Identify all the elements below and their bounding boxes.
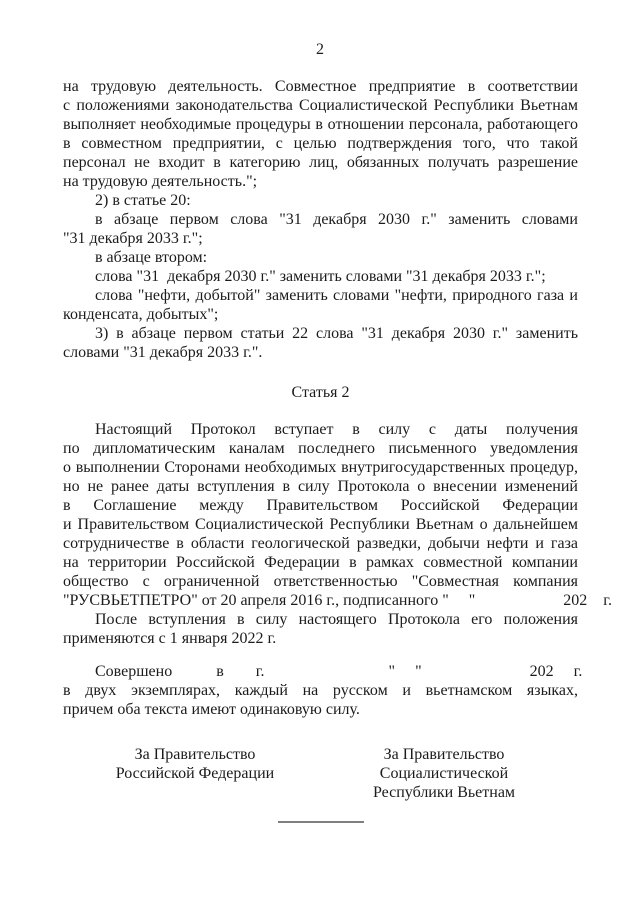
- text-line: словами "31 декабря 2033 г.".: [63, 344, 263, 361]
- text-line: сотрудничестве в области геологической разведки, добычи нефти и газа: [63, 535, 578, 552]
- text-line: общество с ограниченной ответственностью "Совместная компания: [63, 573, 578, 590]
- signature-line-text: Российской Федерации: [115, 765, 275, 782]
- text-line-fill-in-date: "РУСВЬЕТПЕТРО" от 20 апреля 2016 г., подписанного " " 202 г.: [63, 592, 613, 609]
- paragraph-entry-into-force: [63, 420, 613, 610]
- text-line: слова "нефти, добытой" заменить словами "нефти, природного газа и: [95, 287, 578, 304]
- text-line: 2) в статье 20:: [95, 192, 191, 209]
- page-number: 2: [316, 41, 324, 58]
- text-line: с положениями законодательства Социалистической Республики Вьетнам: [63, 97, 578, 114]
- text-line-fill-in-place-date: Совершено в г. " " 202 г.: [95, 663, 583, 680]
- paragraph-continuation: [63, 77, 578, 191]
- signature-right-column: [334, 745, 554, 802]
- signature-rule: [278, 821, 364, 823]
- text-line: После вступления в силу настоящего Протокола его положения: [95, 611, 578, 628]
- document-body: [63, 77, 613, 823]
- text-line: в Соглашение между Правительством Российской Федерации: [63, 497, 578, 514]
- paragraph-done-at: [63, 662, 583, 719]
- text-line: персонал не входит в категорию лиц, обязанных получать разрешение: [63, 154, 578, 171]
- signature-line-text: Социалистической: [379, 765, 509, 782]
- paragraph-amendment-d: [63, 286, 578, 324]
- text-line: применяются с 1 января 2022 г.: [63, 630, 277, 647]
- article-2-heading: Статья 2: [291, 384, 350, 401]
- paragraph-amendment-c: [63, 267, 578, 286]
- text-line: в абзаце первом слова "31 декабря 2030 г." заменить словами: [95, 211, 578, 228]
- text-line: выполняет необходимые процедуры в отношении персонала, работающего: [63, 116, 578, 133]
- text-line: 3) в абзаце первом статьи 22 слова "31 декабря 2030 г." заменить: [95, 325, 578, 342]
- signature-left-column: [85, 745, 305, 802]
- text-line: на территории Российской Федерации в рамках совместной компании: [63, 554, 578, 571]
- text-line: конденсата, добытых";: [63, 306, 219, 323]
- text-line: слова "31 декабря 2030 г." заменить словами "31 декабря 2033 г.";: [95, 268, 546, 285]
- signature-line-text: За Правительство: [134, 746, 256, 763]
- text-line: на трудовую деятельность. Совместное предприятие в соответствии: [63, 78, 578, 95]
- paragraph-amendment-b: [63, 248, 578, 267]
- paragraph-amendment-a: [63, 210, 578, 248]
- text-line: и Правительством Социалистической Республики Вьетнам о дальнейшем: [63, 516, 578, 533]
- text-line: "31 декабря 2033 г.";: [63, 230, 203, 247]
- text-line: но не ранее даты вступления в силу Протокола о внесении изменений: [63, 478, 578, 495]
- text-line: о выполнении Сторонами необходимых внутригосударственных процедур,: [63, 459, 578, 476]
- paragraph-item-3: [63, 324, 578, 362]
- signature-line-text: За Правительство: [383, 746, 505, 763]
- text-line: на трудовую деятельность.";: [63, 173, 258, 190]
- paragraph-item-2: [63, 191, 578, 210]
- text-line: в совместном предприятии, с целью подтверждения того, что такой: [63, 135, 578, 152]
- signature-line-text: Республики Вьетнам: [372, 784, 516, 801]
- text-line: в двух экземплярах, каждый на русском и вьетнамском языках,: [63, 682, 578, 699]
- text-line: в абзаце втором:: [95, 249, 208, 266]
- paragraph-application: [63, 610, 578, 648]
- text-line: причем оба текста имеют одинаковую силу.: [63, 701, 360, 718]
- text-line: Настоящий Протокол вступает в силу с даты получения: [95, 421, 578, 438]
- text-line: по дипломатическим каналам последнего письменного уведомления: [63, 440, 578, 457]
- signature-block: [63, 745, 578, 802]
